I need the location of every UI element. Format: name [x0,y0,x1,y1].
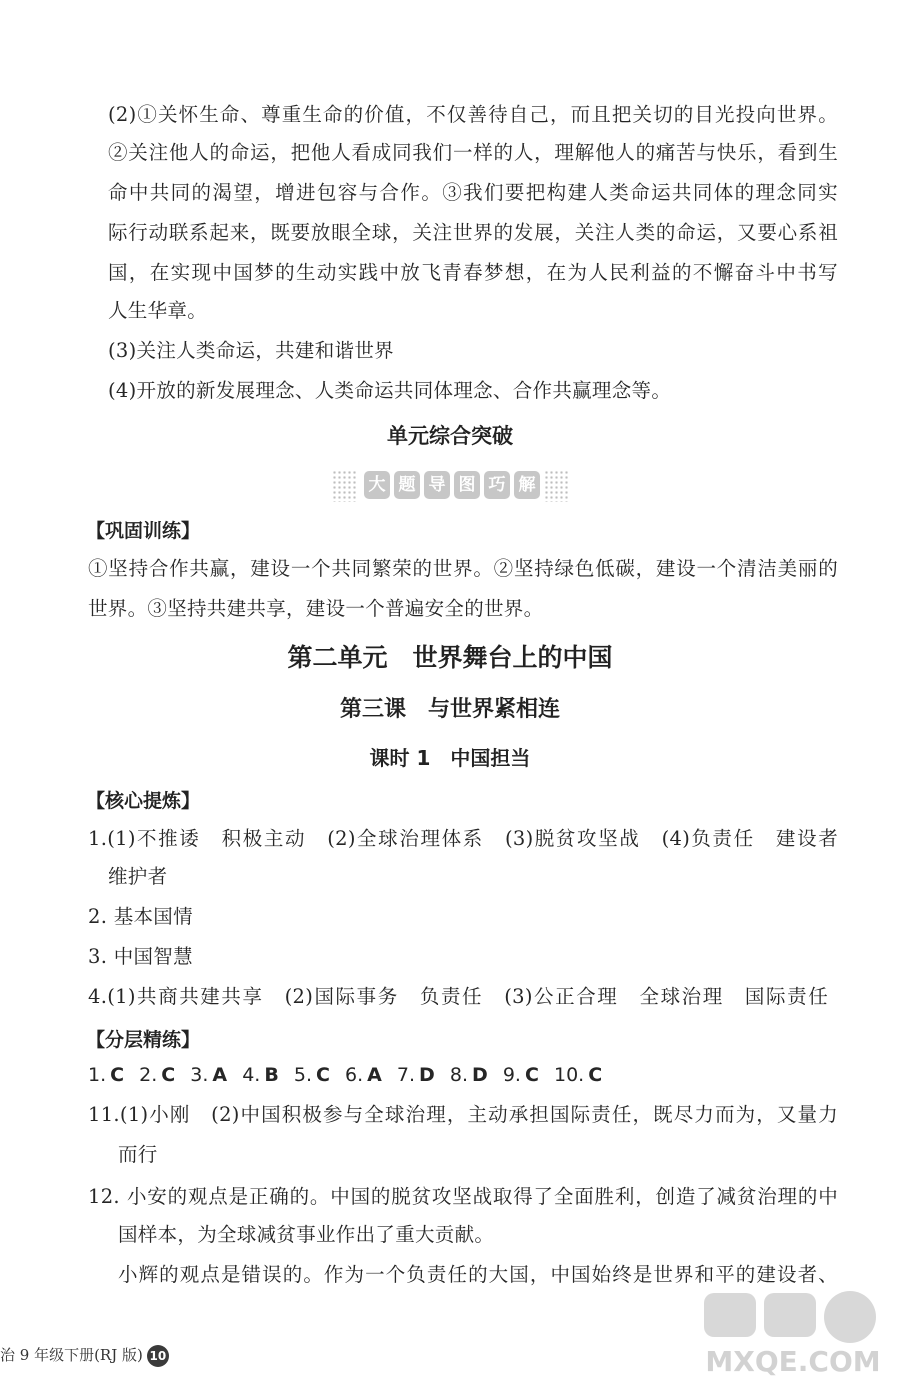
footer-text: 治 9 年级下册(RJ 版) [0,1346,143,1364]
banner-char: 题 [394,471,420,499]
unit-breakthrough-title: 单元综合突破 [387,424,513,448]
text-line: 3. 中国智慧 [88,945,193,968]
banner-char: 巧 [484,471,510,499]
mc-answer: 3. A [190,1064,228,1086]
period-title: 课时 1 中国担当 [369,746,531,770]
text-line: 2. 基本国情 [88,905,193,928]
text-line: (4)开放的新发展理念、人类命运共同体理念、合作共赢理念等。 [108,379,672,402]
banner-char: 导 [424,471,450,499]
text-line: 11.(1)小刚 (2)中国积极参与全球治理，主动承担国际责任，既尽力而为，又量力 [88,1103,838,1126]
banner-char: 解 [514,471,540,499]
consolidation-heading: 【巩固训练】 [86,520,201,542]
mc-answer: 9. C [502,1064,539,1086]
text-line: 1.(1)不推诿 积极主动 (2)全球治理体系 (3)脱贫攻坚战 (4)负责任 建设者 [88,827,838,850]
mc-answer: 8. D [449,1064,488,1086]
banner-dots-left [332,470,358,502]
banner-char: 大 [364,471,390,499]
text-line: 国，在实现中国梦的生动实践中放飞青春梦想，在为人民利益的不懈奋斗中书写 [108,261,838,284]
text-line: ②关注他人的命运，把他人看成同我们一样的人，理解他人的痛苦与快乐，看到生 [108,141,838,164]
mc-answers [88,1064,611,1086]
core-heading: 【核心提炼】 [86,790,201,812]
layered-heading: 【分层精练】 [86,1029,201,1051]
mc-answer: 5. C [293,1064,330,1086]
banner-boxes [364,471,540,499]
text-line: 而行 [118,1143,158,1166]
unit-title: 第二单元 世界舞台上的中国 [287,643,613,672]
watermark-url: MXQE.COM [705,1345,881,1378]
text-line: 世界。③坚持共建共享，建设一个普遍安全的世界。 [88,597,544,620]
mc-answer: 7. D [396,1064,435,1086]
footer [0,1344,169,1367]
watermark-logo [698,1289,888,1384]
mc-answer: 4. B [242,1064,279,1086]
watermark-shape [824,1291,876,1343]
text-line: 12. 小安的观点是正确的。中国的脱贫攻坚战取得了全面胜利，创造了减贫治理的中 [88,1185,838,1208]
mc-answer: 2. C [139,1064,176,1086]
text-line: 小辉的观点是错误的。作为一个负责任的大国，中国始终是世界和平的建设者、 [118,1263,838,1286]
text-line: 际行动联系起来，既要放眼全球，关注世界的发展，关注人类的命运，又要心系祖 [108,221,838,244]
text-line: 国样本，为全球减贫事业作出了重大贡献。 [118,1223,495,1246]
text-line: 维护者 [108,865,168,888]
lesson-title: 第三课 与世界紧相连 [339,697,560,722]
banner-char: 图 [454,471,480,499]
mc-answer: 10. C [553,1064,603,1086]
watermark-shape [764,1293,816,1337]
text-line: (3)关注人类命运，共建和谐世界 [108,339,394,362]
banner-dots-right [544,470,570,502]
page-number-badge: 10 [147,1345,169,1367]
watermark-shape [704,1293,756,1337]
text-line: 命中共同的渴望，增进包容与合作。③我们要把构建人类命运共同体的理念同实 [108,181,838,204]
mc-answer: 1. C [88,1064,125,1086]
text-line: 人生华章。 [108,299,208,322]
text-line: 4.(1)共商共建共享 (2)国际事务 负责任 (3)公正合理 全球治理 国际责任 [88,985,828,1008]
mc-answer: 6. A [345,1064,382,1086]
banner [330,470,570,502]
text-line: (2)①关怀生命、尊重生命的价值，不仅善待自己，而且把关切的目光投向世界。 [108,103,838,126]
text-line: ①坚持合作共赢，建设一个共同繁荣的世界。②坚持绿色低碳，建设一个清洁美丽的 [88,557,838,580]
